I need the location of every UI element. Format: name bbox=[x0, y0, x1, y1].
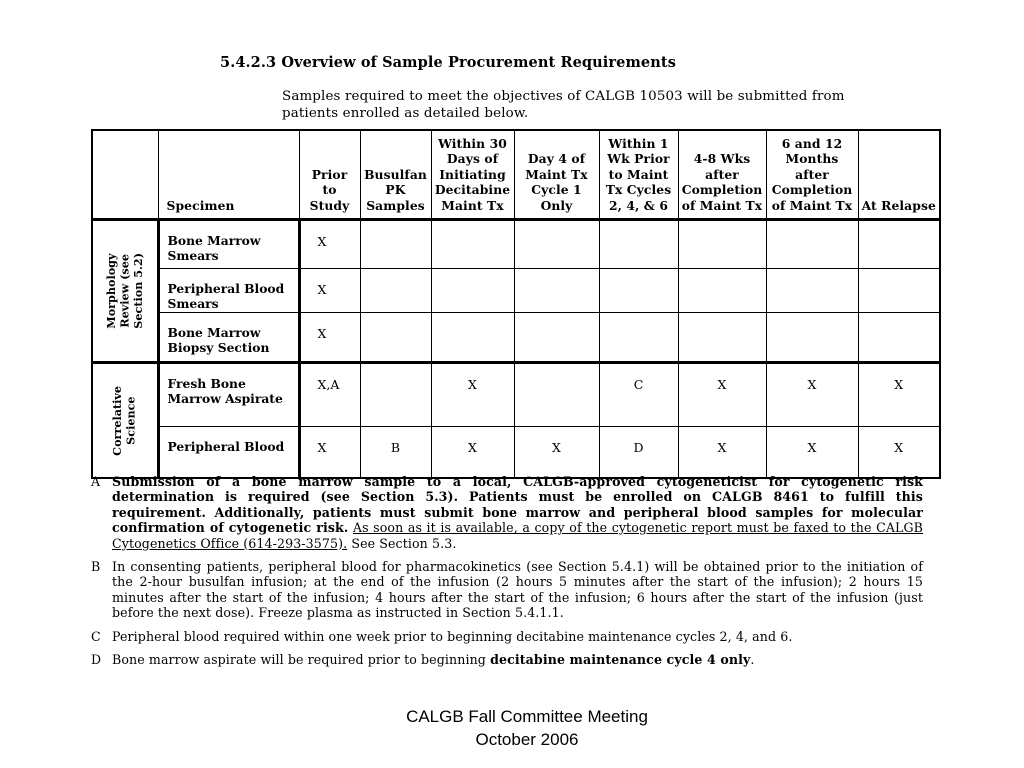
table-cell: X bbox=[431, 362, 514, 426]
table-cell bbox=[858, 312, 940, 362]
table-row bbox=[92, 219, 940, 268]
table-cell: X bbox=[299, 219, 360, 268]
footnote-letter: D bbox=[91, 652, 102, 668]
table-row bbox=[92, 312, 940, 362]
column-header: At Relapse bbox=[858, 130, 940, 219]
table-cell: X bbox=[431, 426, 514, 478]
table-cell bbox=[599, 312, 678, 362]
table-cell bbox=[858, 268, 940, 312]
specimen-cell: Peripheral Blood Smears bbox=[158, 268, 299, 312]
column-header: Busulfan PK Samples bbox=[360, 130, 431, 219]
footnote-letter: C bbox=[91, 628, 101, 644]
slide-footer bbox=[0, 705, 1024, 751]
specimen-cell: Fresh Bone Marrow Aspirate bbox=[158, 362, 299, 426]
table-cell bbox=[514, 268, 599, 312]
table-cell: C bbox=[599, 362, 678, 426]
footnote-c-text: Peripheral blood required within one week prior to beginning decitabine maintenance cycles 2, 4, and 6. bbox=[112, 628, 793, 644]
intro-paragraph: Samples required to meet the objectives of CALGB 10503 will be submitted from patients enrolled as detailed below. bbox=[282, 89, 845, 121]
group-label-correlative: Correlative Science bbox=[110, 385, 138, 456]
table-cell: X bbox=[766, 426, 858, 478]
table-cell bbox=[514, 219, 599, 268]
table-cell: X bbox=[299, 426, 360, 478]
group-header-cell bbox=[92, 130, 158, 219]
table-cell bbox=[599, 219, 678, 268]
table-cell bbox=[766, 219, 858, 268]
footnote-d bbox=[91, 652, 923, 667]
table-cell bbox=[431, 312, 514, 362]
footnote-c bbox=[91, 629, 923, 644]
table-cell bbox=[678, 219, 766, 268]
column-header: Within 30 Days of Initiating Decitabine Maint Tx bbox=[431, 130, 514, 219]
footnote-a-underlined-text: As soon as it is available, a copy of the cytogenetic report must be faxed to the CALGB Cytogenetics Office (614-293-3575). bbox=[112, 520, 924, 551]
column-header: Day 4 of Maint Tx Cycle 1 Only bbox=[514, 130, 599, 219]
table-cell bbox=[431, 268, 514, 312]
table-cell bbox=[514, 312, 599, 362]
table-row bbox=[92, 426, 940, 478]
table-cell: X bbox=[299, 312, 360, 362]
table-cell bbox=[431, 219, 514, 268]
table-cell: X bbox=[514, 426, 599, 478]
table-cell bbox=[360, 268, 431, 312]
footnote-letter: A bbox=[91, 474, 101, 489]
table-cell bbox=[599, 268, 678, 312]
footnote-d-text: Bone marrow aspirate will be required prior to beginning bbox=[112, 652, 486, 668]
specimen-cell: Bone Marrow Biopsy Section bbox=[158, 312, 299, 362]
table-cell: X bbox=[299, 268, 360, 312]
table-cell: X bbox=[678, 426, 766, 478]
section-heading: 5.4.2.3 Overview of Sample Procurement Requirements bbox=[220, 54, 676, 71]
footer-date: October 2006 bbox=[475, 730, 579, 749]
table-cell bbox=[514, 362, 599, 426]
table-cell: X bbox=[858, 426, 940, 478]
table-cell: X bbox=[858, 362, 940, 426]
column-header: Prior to Study bbox=[299, 130, 360, 219]
table-cell: B bbox=[360, 426, 431, 478]
table-cell bbox=[766, 312, 858, 362]
table-row bbox=[92, 268, 940, 312]
footnote-a bbox=[91, 474, 923, 551]
footnote-d-tail-text: . bbox=[750, 652, 755, 668]
footer-meeting-title: CALGB Fall Committee Meeting bbox=[406, 707, 648, 726]
sample-requirements-table bbox=[91, 129, 941, 479]
footnote-b bbox=[91, 559, 923, 621]
footnote-a-tail-text: See Section 5.3. bbox=[351, 535, 457, 551]
footnotes bbox=[91, 474, 923, 675]
table-cell bbox=[360, 219, 431, 268]
footnote-d-bold-text: decitabine maintenance cycle 4 only bbox=[490, 652, 751, 668]
footnote-letter: B bbox=[91, 559, 101, 575]
table-cell bbox=[360, 312, 431, 362]
footnote-a-bold-text: Submission of a bone marrow sample to a local, CALGB-approved cytogeneticist for cytogenetic risk determination is required (see Section 5.3). Patients must be enrolled on CALGB 8461 to fulfill this requirement. Additionally, patients must submit bone marrow and peripheral blood samples for molecular confirmation of cytogenetic risk. bbox=[112, 474, 923, 536]
group-label-cell bbox=[92, 362, 158, 478]
table-header-row bbox=[92, 130, 940, 219]
table-cell: X,A bbox=[299, 362, 360, 426]
table-cell bbox=[858, 219, 940, 268]
table-cell bbox=[678, 268, 766, 312]
table-cell bbox=[766, 268, 858, 312]
table-cell bbox=[678, 312, 766, 362]
column-header: 6 and 12 Months after Completion of Maint Tx bbox=[766, 130, 858, 219]
column-header: Within 1 Wk Prior to Maint Tx Cycles 2, 4, & 6 bbox=[599, 130, 678, 219]
table-cell bbox=[360, 362, 431, 426]
column-header: Specimen bbox=[158, 130, 299, 219]
table-cell: X bbox=[766, 362, 858, 426]
group-label-cell bbox=[92, 219, 158, 362]
footnote-b-text: In consenting patients, peripheral blood for pharmacokinetics (see Section 5.4.1) will be obtained prior to the initiation of the 2-hour busulfan infusion; at the end of the infusion (2 hours 5 minutes after the start of the infusion); 2 hours 15 minutes after the start of the infusion; 4 hours after the start of the infusion; 6 hours after the start of the infusion (just before the next dose). Freeze plasma as instructed in Section 5.4.1.1. bbox=[112, 559, 923, 621]
specimen-cell: Bone Marrow Smears bbox=[158, 219, 299, 268]
specimen-cell: Peripheral Blood bbox=[158, 426, 299, 478]
table-cell: D bbox=[599, 426, 678, 478]
group-label-morphology: Morphology Review (see Section 5.2) bbox=[103, 252, 145, 329]
table-row bbox=[92, 362, 940, 426]
column-header: 4-8 Wks after Completion of Maint Tx bbox=[678, 130, 766, 219]
table-cell: X bbox=[678, 362, 766, 426]
